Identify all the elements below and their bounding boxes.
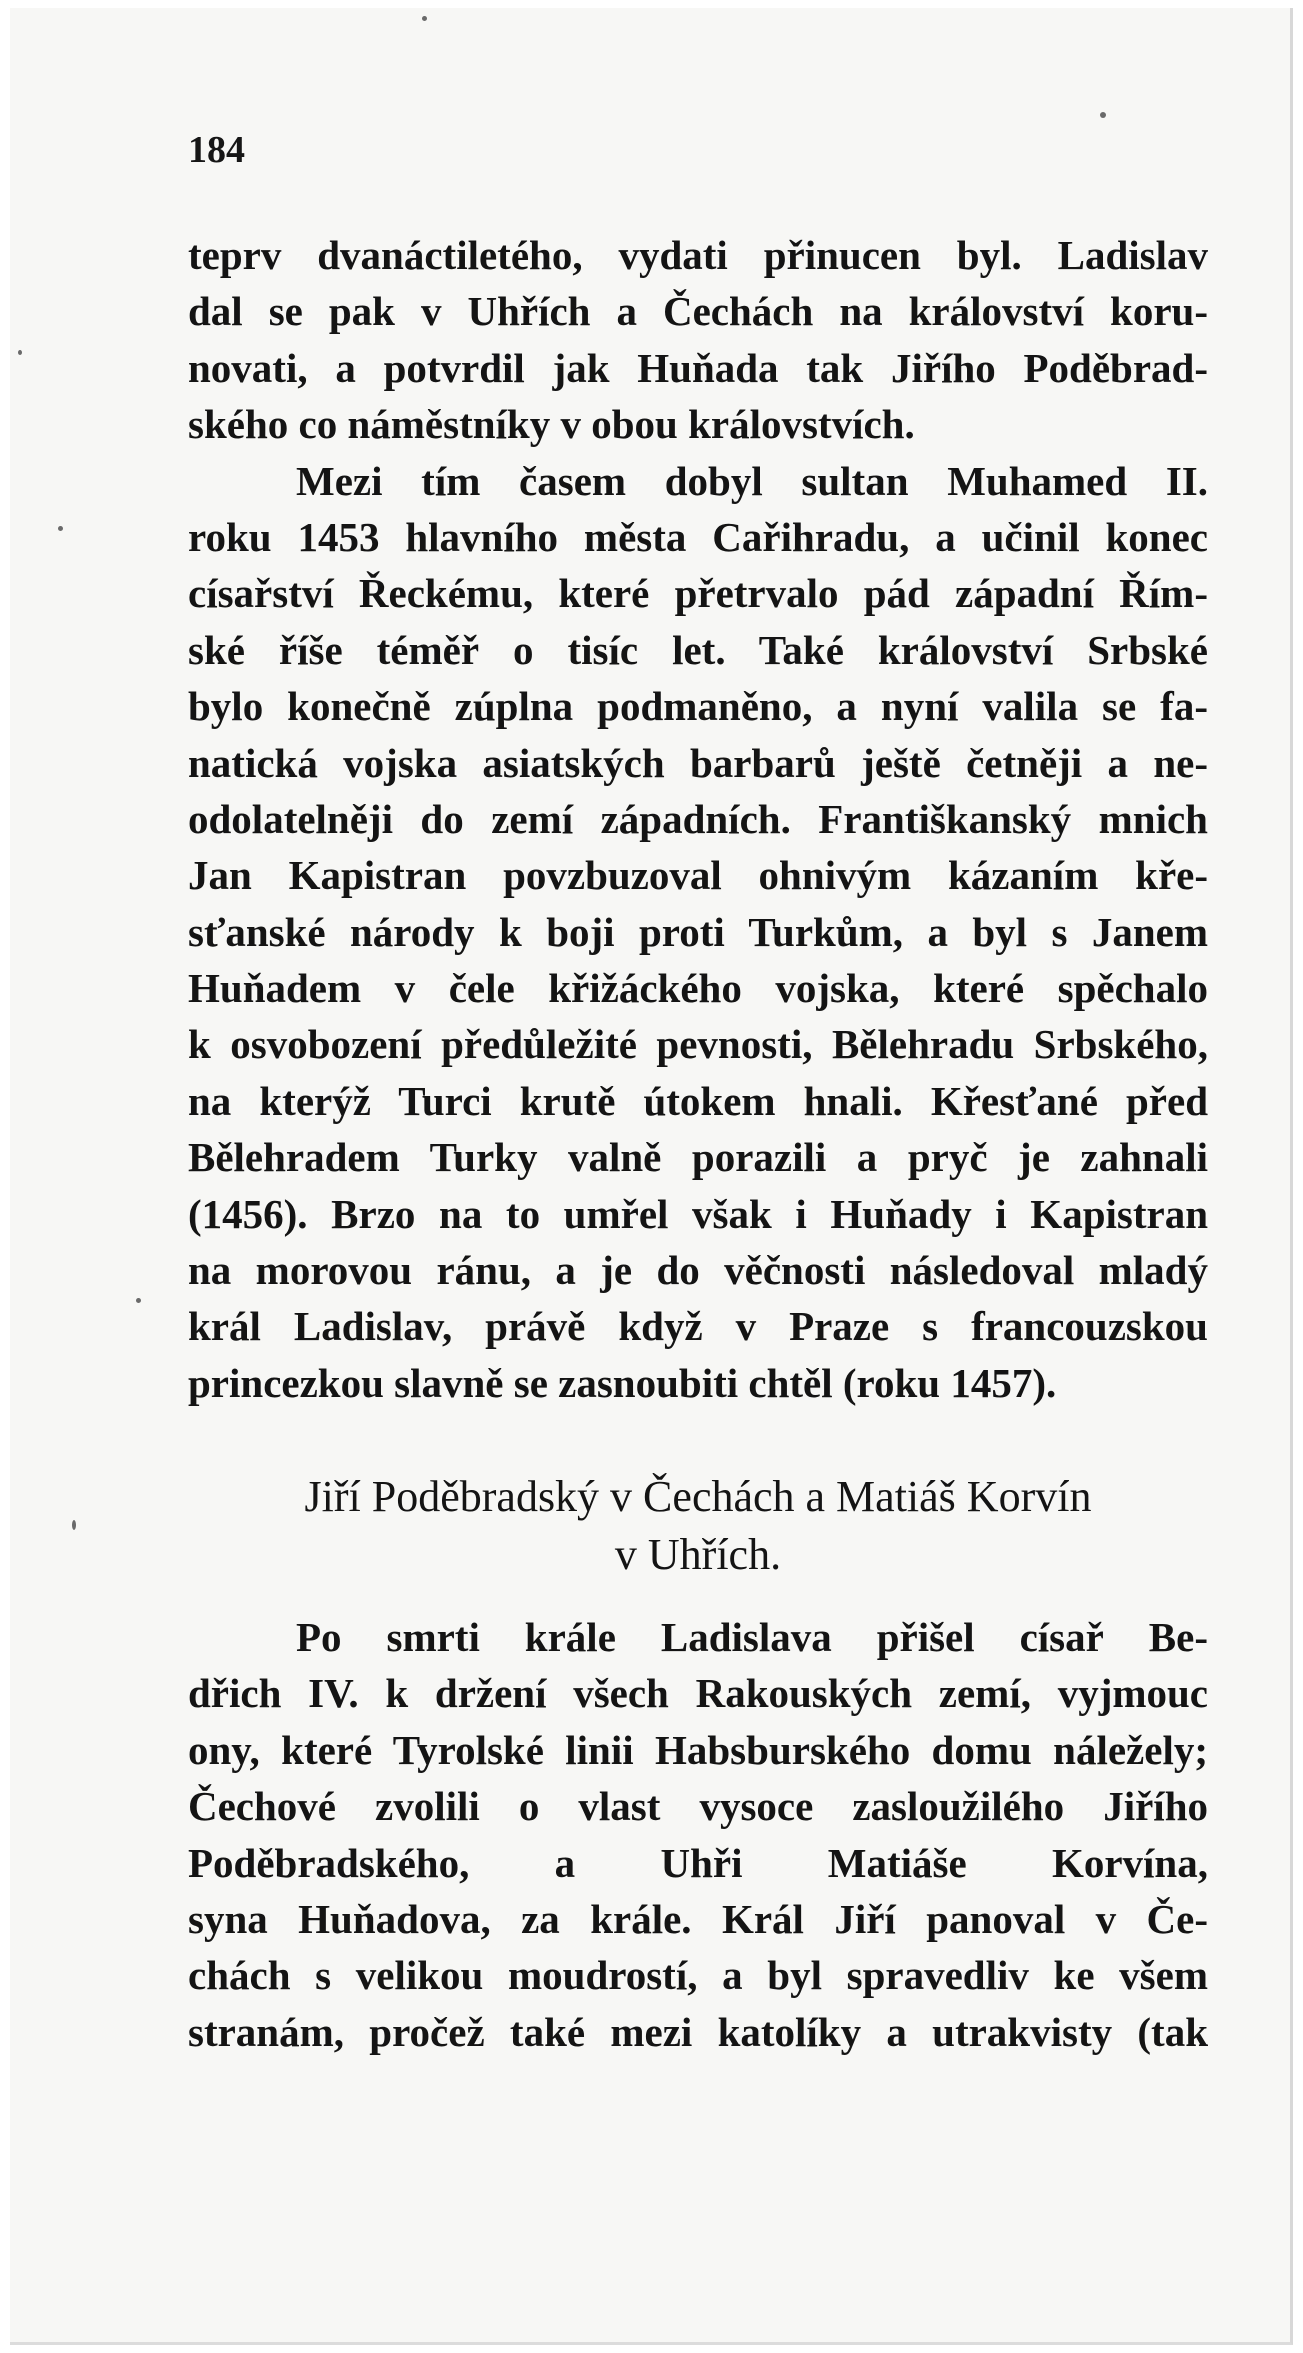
scan-speck [58,526,63,531]
text-line: odolatelněji do zemí západních. Františkanský mnich [188,795,1208,842]
scan-speck [72,1520,76,1530]
text-line: na morovou ránu, a je do věčnosti následoval mladý [188,1247,1208,1294]
heading-line: v Uhřích. [614,1530,782,1579]
text-line: ony, které Tyrolské linii Habsburského domu náležely; [188,1726,1208,1773]
text-line: dal se pak v Uhřích a Čechách na království koru- [188,288,1208,335]
scan-speck [422,16,427,21]
text-line: novati, a potvrdil jak Huňada tak Jiřího Poděbrad- [188,344,1208,391]
text-line: princezkou slavně se zasnoubiti chtěl (roku 1457). [188,1359,1057,1406]
scan-speck [1100,112,1106,118]
text-line: ské říše téměř o tisíc let. Také království Srbské [188,626,1208,673]
text-line: roku 1453 hlavního města Cařihradu, a učinil konec [188,513,1208,560]
text-line: Mezi tím časem dobyl sultan Muhamed II. [296,457,1208,504]
section-body-text [188,1609,1208,2060]
text-line: Bělehradem Turky valně porazili a pryč je zahnali [188,1134,1208,1181]
text-line: na kterýž Turci krutě útokem hnali. Křesťané před [188,1077,1208,1124]
heading-line: Jiří Poděbradský v Čechách a Matiáš Korvín [304,1472,1092,1521]
text-line: stranám, pročež také mezi katolíky a utrakvisty (tak [188,2008,1208,2055]
text-line: chách s velikou moudrostí, a byl spravedliv ke všem [188,1952,1208,1999]
body-text [188,227,1208,1411]
text-line: k osvobození předůležité pevnosti, Bělehradu Srbského, [188,1021,1208,1068]
text-line: Čechové zvolili o vlast vysoce zasloužilého Jiřího [188,1783,1208,1830]
page-number: 184 [188,129,245,171]
text-line: bylo konečně zúplna podmaněno, a nyní valila se fa- [188,683,1208,730]
text-line: císařství Řeckému, které přetrvalo pád západní Řím- [188,570,1208,617]
text-line: Po smrti krále Ladislava přišel císař Be- [296,1614,1208,1660]
text-line: syna Huňadova, za krále. Král Jiří panoval v Če- [188,1895,1208,1942]
text-line: Poděbradského, a Uhři Matiáše Korvína, [188,1839,1208,1886]
text-line: teprv dvanáctiletého, vydati přinucen byl. Ladislav [188,232,1208,278]
scan-speck [136,1298,141,1303]
text-line: natická vojska asiatských barbarů ještě četněji a ne- [188,739,1208,786]
text-line: Jan Kapistran povzbuzoval ohnivým kázaním kře- [188,852,1208,899]
scan-speck [18,350,22,355]
text-line: ského co náměstníky v obou královstvích. [188,401,915,448]
text-line: (1456). Brzo na to umřel však i Huňady i Kapistran [188,1190,1208,1237]
text-line: dřich IV. k držení všech Rakouských zemí, vyjmouc [188,1670,1208,1717]
text-line: Huňadem v čele křižáckého vojska, které spěchalo [188,965,1208,1012]
section-heading [188,1468,1208,1584]
text-line: sťanské národy k boji proti Turkům, a byl s Janem [188,908,1208,955]
text-line: král Ladislav, právě když v Praze s francouzskou [188,1303,1208,1350]
